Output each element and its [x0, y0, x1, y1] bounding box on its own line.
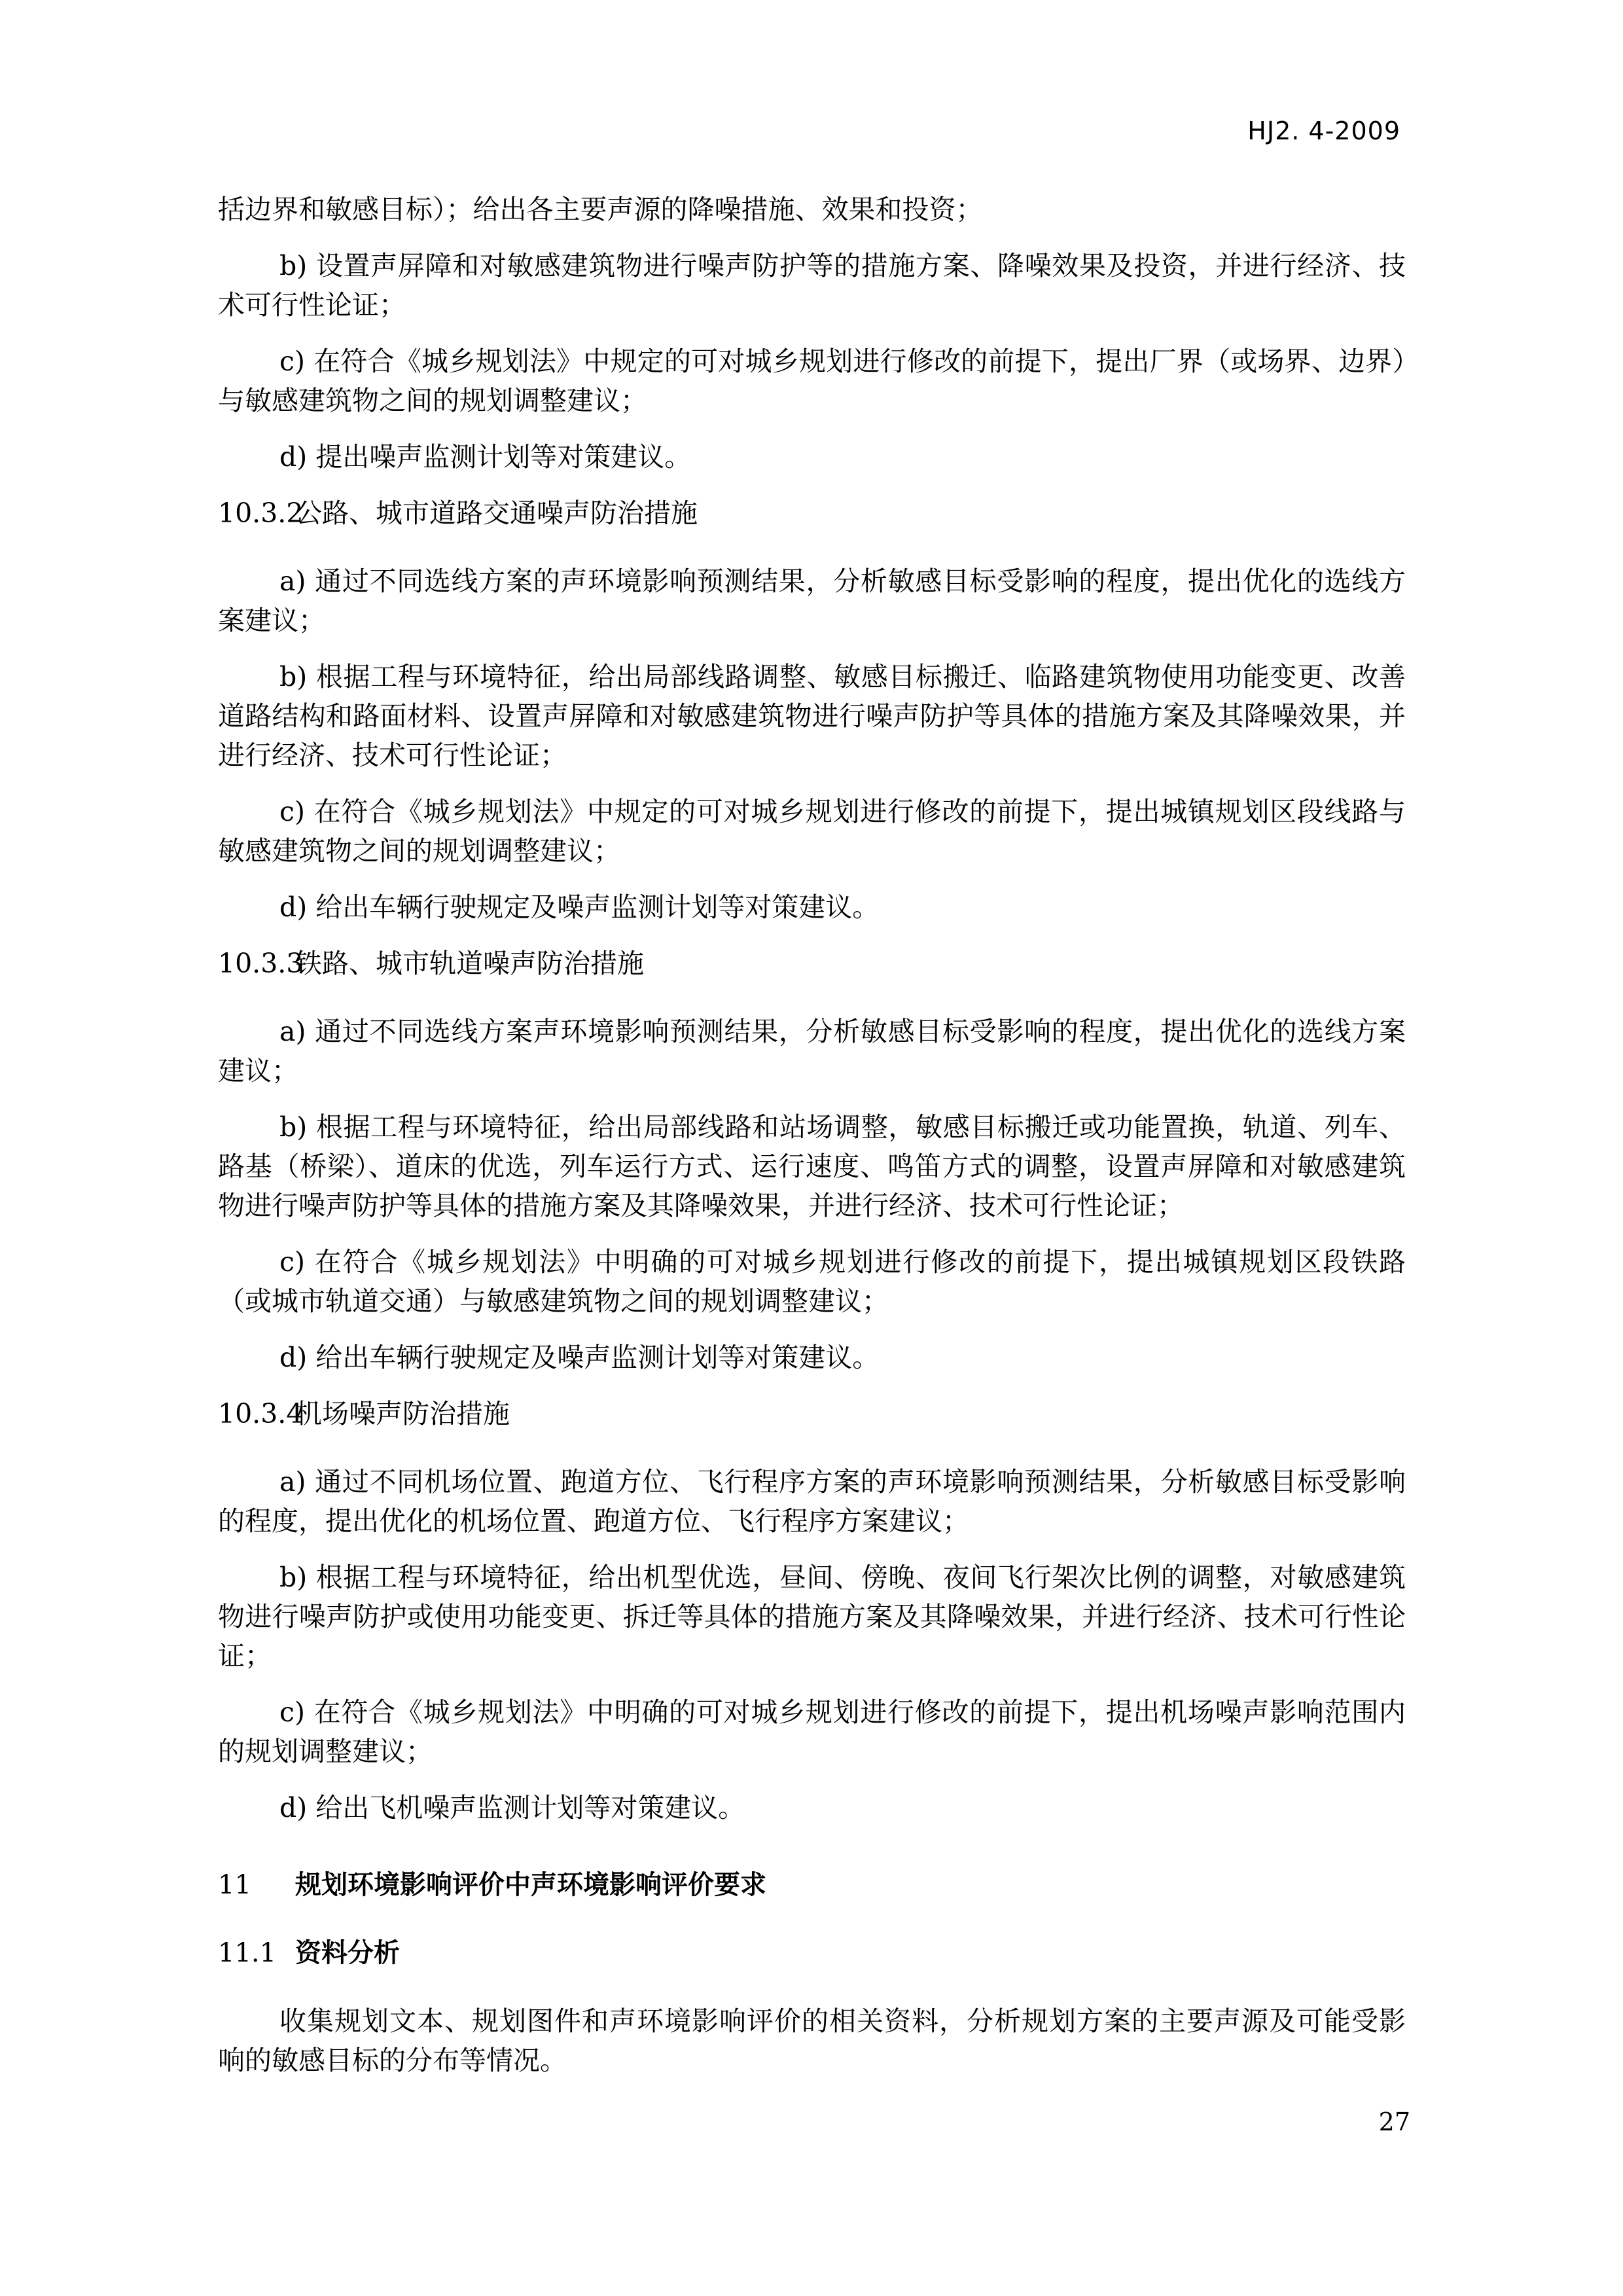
item-c-10-3-4: c) 在符合《城乡规划法》中明确的可对城乡规划进行修改的前提下，提出机场噪声影响范围内的规划调整建议； — [218, 1696, 1406, 1767]
chapter-number: 11 — [218, 1870, 251, 1900]
item-d-10-3-3: d) 给出车辆行驶规定及噪声监测计划等对策建议。 — [279, 1342, 880, 1373]
item-a-10-3-4: a) 通过不同机场位置、跑道方位、飞行程序方案的声环境影响预测结果，分析敏感目标受影响的程度，提出优化的机场位置、跑道方位、飞行程序方案建议； — [218, 1466, 1406, 1537]
document-body — [218, 190, 1406, 2097]
section-10-3-3-heading — [218, 944, 1406, 983]
standard-code: HJ2. 4-2009 — [1247, 117, 1400, 145]
section-number: 10.3.3 — [218, 948, 304, 979]
section-10-3-2-heading — [218, 493, 1406, 533]
item-c-10-3-2: c) 在符合《城乡规划法》中规定的可对城乡规划进行修改的前提下，提出城镇规划区段线路与敏感建筑物之间的规划调整建议； — [218, 796, 1406, 867]
item-d-10-3-2: d) 给出车辆行驶规定及噪声监测计划等对策建议。 — [279, 891, 880, 923]
item-b-10-3-1: b) 设置声屏障和对敏感建筑物进行噪声防护等的措施方案、降噪效果及投资，并进行经济、技术可行性论证； — [218, 250, 1406, 321]
section-title: 公路、城市道路交通噪声防治措施 — [295, 497, 698, 529]
section-title: 机场噪声防治措施 — [295, 1398, 510, 1429]
section-number: 10.3.2 — [218, 497, 304, 529]
continued-paragraph: 括边界和敏感目标）；给出各主要声源的降噪措施、效果和投资； — [218, 194, 983, 225]
section-number: 10.3.4 — [218, 1398, 304, 1429]
section-title: 铁路、城市轨道噪声防治措施 — [295, 948, 644, 979]
chapter-title: 规划环境影响评价中声环境影响评价要求 — [295, 1870, 766, 1900]
page-number: 27 — [1378, 2108, 1410, 2136]
section-11-1-heading — [218, 1933, 1406, 1973]
item-b-10-3-2: b) 根据工程与环境特征，给出局部线路调整、敏感目标搬迁、临路建筑物使用功能变更、改善道路结构和路面材料、设置声屏障和对敏感建筑物进行噪声防护等具体的措施方案及其降噪效果，并进行经济、技术可行性论证； — [218, 661, 1406, 771]
item-c-10-3-1: c) 在符合《城乡规划法》中规定的可对城乡规划进行修改的前提下，提出厂界（或场界、边界）与敏感建筑物之间的规划调整建议； — [218, 346, 1406, 416]
chapter-11-heading — [218, 1865, 1406, 1905]
item-d-10-3-1: d) 提出噪声监测计划等对策建议。 — [279, 441, 692, 473]
paragraph-11-1: 收集规划文本、规划图件和声环境影响评价的相关资料，分析规划方案的主要声源及可能受影响的敏感目标的分布等情况。 — [218, 2005, 1406, 2076]
section-title: 资料分析 — [295, 1938, 400, 1968]
item-b-10-3-4: b) 根据工程与环境特征，给出机型优选，昼间、傍晚、夜间飞行架次比例的调整，对敏感建筑物进行噪声防护或使用功能变更、拆迁等具体的措施方案及其降噪效果，并进行经济、技术可行性论证； — [218, 1562, 1406, 1672]
section-10-3-4-heading — [218, 1394, 1406, 1433]
section-number: 11.1 — [218, 1938, 277, 1968]
item-b-10-3-3: b) 根据工程与环境特征，给出局部线路和站场调整，敏感目标搬迁或功能置换，轨道、列车、路基（桥梁）、道床的优选，列车运行方式、运行速度、鸣笛方式的调整，设置声屏障和对敏感建筑物进行噪声防护等具体的措施方案及其降噪效果，并进行经济、技术可行性论证； — [218, 1111, 1406, 1221]
item-a-10-3-3: a) 通过不同选线方案声环境影响预测结果，分析敏感目标受影响的程度，提出优化的选线方案建议； — [218, 1016, 1406, 1086]
item-a-10-3-2: a) 通过不同选线方案的声环境影响预测结果，分析敏感目标受影响的程度，提出优化的选线方案建议； — [218, 565, 1406, 636]
item-c-10-3-3: c) 在符合《城乡规划法》中明确的可对城乡规划进行修改的前提下，提出城镇规划区段铁路（或城市轨道交通）与敏感建筑物之间的规划调整建议； — [218, 1246, 1406, 1317]
item-d-10-3-4: d) 给出飞机噪声监测计划等对策建议。 — [279, 1792, 745, 1823]
